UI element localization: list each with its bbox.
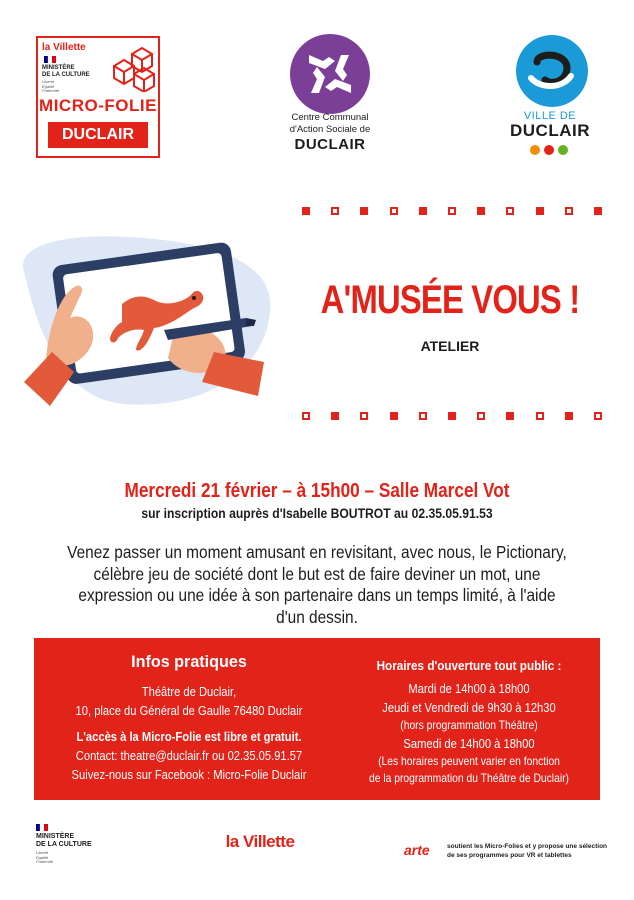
- dot: [331, 412, 339, 420]
- dot: [448, 207, 456, 215]
- dot: [536, 207, 544, 215]
- horaires-note2: de la programmation du Théâtre de Duclair): [368, 771, 570, 785]
- event-inscription-line: sur inscription auprès d'Isabelle BOUTROT au 02.35.05.91.53: [141, 506, 493, 521]
- footer-ministere-line2: DE LA CULTURE: [36, 841, 92, 848]
- arte-text: [447, 842, 617, 860]
- event-date-line: Mercredi 21 février – à 15h00 – Salle Marcel Vot: [124, 480, 510, 502]
- dot: [302, 207, 310, 215]
- dot: [565, 412, 573, 420]
- dot: [360, 412, 368, 420]
- dot: [360, 207, 368, 215]
- horaires-heading: Horaires d'ouverture tout public :: [376, 658, 562, 673]
- dot: [448, 412, 456, 420]
- arte-text-line1: soutient les Micro-Folies et y propose une sélection: [447, 843, 608, 850]
- footer-villette-logo: la Villette: [225, 832, 295, 851]
- ccas-hands-icon: [289, 33, 371, 115]
- dot: [302, 412, 310, 420]
- event-subtitle: ATELIER: [420, 338, 480, 354]
- dot: [331, 207, 339, 215]
- footer-ministere: [36, 833, 106, 849]
- devise-1: Liberté: [42, 79, 55, 84]
- ministere-line2: DE LA CULTURE: [42, 72, 90, 78]
- footer-devise: [36, 851, 76, 865]
- dot: [419, 207, 427, 215]
- arte-text-line2: de ses programmes pour VR et tablettes: [447, 852, 572, 859]
- infos-heading: Infos pratiques: [131, 652, 247, 671]
- villette-wordmark: la Villette: [42, 42, 86, 53]
- dot: [506, 412, 514, 420]
- infos-contact: Contact: theatre@duclair.fr ou 02.35.05.91.57: [75, 748, 303, 763]
- ville-duclair-logo-icon: [515, 34, 589, 108]
- devise-2: Égalité: [42, 83, 55, 89]
- event-title: A'MUSÉE VOUS !: [320, 278, 580, 322]
- tablet-drawing-illustration: [14, 232, 276, 410]
- french-flag-icon: [36, 824, 48, 831]
- infos-facebook: Suivez-nous sur Facebook : Micro-Folie Duclair: [71, 767, 307, 782]
- french-flag-icon: [44, 56, 56, 63]
- dot: [390, 412, 398, 420]
- infos-address: 10, place du Général de Gaulle 76480 Duclair: [75, 703, 303, 718]
- decorative-dots-top: [302, 207, 602, 215]
- footer-ministere-line1: MINISTÈRE: [36, 833, 75, 840]
- horaires-line1: Mardi de 14h00 à 18h00: [408, 681, 530, 696]
- dot: [536, 412, 544, 420]
- dot: [477, 412, 485, 420]
- arte-logo: arte: [404, 842, 430, 858]
- dot: [594, 412, 602, 420]
- ville-symbols-icon: [527, 144, 577, 156]
- ccas-label: [262, 112, 398, 154]
- micro-folie-title: MICRO-FOLIE: [39, 96, 157, 115]
- dot: [419, 412, 427, 420]
- infos-box: [34, 638, 600, 800]
- footer-devise-2: Égalité: [36, 854, 49, 860]
- dot: [506, 207, 514, 215]
- footer-devise-3: Fraternité: [36, 859, 54, 865]
- horaires: [344, 658, 594, 787]
- dot: [594, 207, 602, 215]
- horaires-line4: Samedi de 14h00 à 18h00: [403, 736, 535, 751]
- horaires-line2: Jeudi et Vendredi de 9h30 à 12h30: [382, 700, 556, 715]
- horaires-note1: (Les horaires peuvent varier en fonction: [378, 754, 560, 768]
- horaires-line3: (hors programmation Théâtre): [400, 718, 538, 732]
- ville-city: DUCLAIR: [510, 121, 590, 140]
- infos-access: L'accès à la Micro-Folie est libre et gratuit.: [76, 729, 302, 744]
- dot: [390, 207, 398, 215]
- footer-devise-1: Liberté: [36, 850, 49, 855]
- micro-folie-logo: [36, 36, 160, 158]
- ccas-line1: Centre Communal: [291, 112, 369, 123]
- ministere-label: [42, 65, 102, 79]
- dot: [565, 207, 573, 215]
- devise-3: Fraternité: [42, 88, 60, 94]
- infos-pratiques: [44, 652, 334, 784]
- cubes-icon: [104, 40, 158, 92]
- ministere-line1: MINISTÈRE: [42, 65, 75, 71]
- dot: [477, 207, 485, 215]
- ccas-city: DUCLAIR: [294, 136, 366, 153]
- ville-de-label: VILLE DE: [523, 110, 577, 122]
- event-description: Venez passer un moment amusant en revisitant, avec nous, le Pictionary, célèbre jeu de société dont le but est de faire deviner un mot, une expression ou une idée à son partenaire dans un temps limité, à l'aide d'un dessin.: [67, 542, 567, 627]
- ccas-line2: d'Action Sociale de: [289, 124, 371, 135]
- devise: [42, 80, 82, 94]
- infos-venue: Théâtre de Duclair,: [141, 684, 237, 699]
- decorative-dots-bottom: [302, 412, 602, 420]
- micro-folie-city: DUCLAIR: [48, 122, 148, 148]
